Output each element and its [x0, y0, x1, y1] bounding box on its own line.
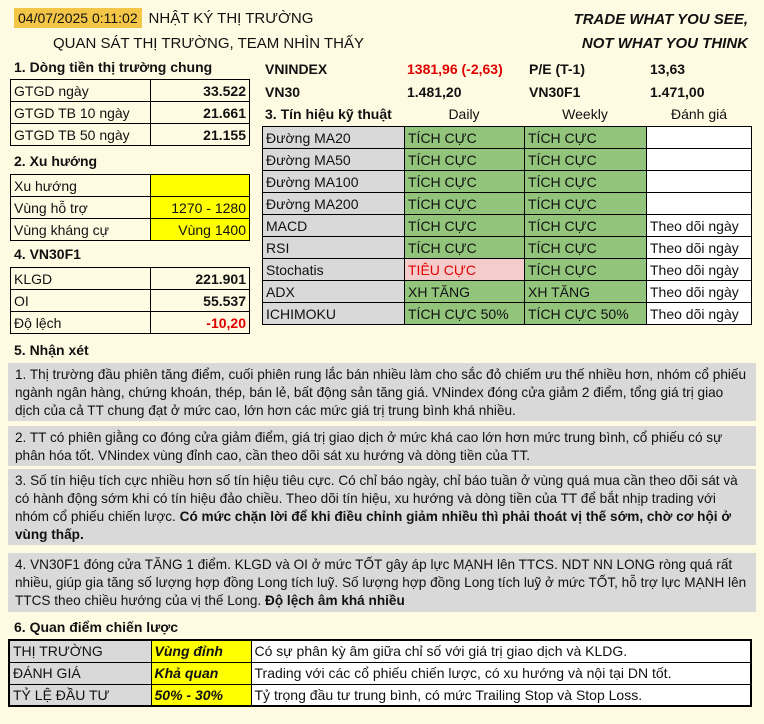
row-value: 21.661	[151, 102, 250, 124]
strategy-table	[8, 639, 752, 707]
cashflow-table	[10, 79, 250, 146]
strategy-desc: Tỷ trọng đầu tư trung bình, có mức Trailing Stop và Stop Loss.	[251, 684, 751, 706]
evaluation: Theo dõi ngày	[647, 237, 752, 259]
weekly-signal: TÍCH CỰC	[525, 127, 647, 149]
table-row	[263, 303, 752, 325]
row-label: Vùng kháng cự	[11, 219, 151, 241]
table-row	[9, 662, 751, 684]
pe-label: P/E (T-1)	[529, 61, 586, 77]
indicator-name: Đường MA50	[263, 149, 405, 171]
vnindex-value: 1381,96 (-2,63)	[407, 61, 503, 77]
daily-signal: TÍCH CỰC	[405, 193, 525, 215]
row-label: OI	[11, 290, 151, 312]
section6-title: 6. Quan điểm chiến lược	[14, 619, 179, 635]
strategy-desc: Có sự phân kỳ âm giữa chỉ số với giá trị giao dịch và KLDG.	[251, 640, 751, 662]
strategy-label: ĐÁNH GIÁ	[9, 662, 151, 684]
support-zone: 1270 - 1280	[151, 197, 250, 219]
strategy-desc: Trading với các cổ phiếu chiến lược, có xu hướng và nội tại DN tốt.	[251, 662, 751, 684]
row-label: Vùng hỗ trợ	[11, 197, 151, 219]
row-value: 221.901	[151, 268, 250, 290]
daily-signal: TÍCH CỰC 50%	[405, 303, 525, 325]
indicator-name: Stochatis	[263, 259, 405, 281]
vn30-label: VN30	[265, 84, 301, 100]
table-row	[11, 268, 250, 290]
row-value: 33.522	[151, 80, 250, 102]
strategy-label: THỊ TRƯỜNG	[9, 640, 151, 662]
comment-3-emphasis: Có mức chặn lời để khi điều chỉnh giảm nhiều thì phải thoát vị thế sớm, chờ cơ hội ở vùng thấp.	[15, 509, 732, 542]
deviation-value: -10,20	[151, 312, 250, 334]
table-row	[9, 684, 751, 706]
report-subtitle: QUAN SÁT THỊ TRƯỜNG, TEAM NHÌN THẤY	[53, 35, 364, 52]
strategy-value: 50% - 30%	[151, 684, 251, 706]
section1-title: 1. Dòng tiền thị trường chung	[14, 59, 213, 75]
trend-table	[10, 174, 250, 241]
evaluation	[647, 171, 752, 193]
slogan-line-1: TRADE WHAT YOU SEE,	[573, 11, 748, 28]
table-row	[11, 124, 250, 146]
comment-3	[8, 469, 756, 545]
weekly-signal: TÍCH CỰC	[525, 237, 647, 259]
weekly-signal: XH TĂNG	[525, 281, 647, 303]
table-row	[263, 259, 752, 281]
daily-signal: TÍCH CỰC	[405, 215, 525, 237]
header	[14, 10, 313, 27]
indicator-name: Đường MA200	[263, 193, 405, 215]
col-weekly: Weekly	[562, 106, 608, 122]
table-row	[11, 80, 250, 102]
row-label: Xu hướng	[11, 175, 151, 197]
daily-signal: TÍCH CỰC	[405, 171, 525, 193]
table-row	[263, 149, 752, 171]
evaluation: Theo dõi ngày	[647, 303, 752, 325]
table-row	[263, 215, 752, 237]
table-row	[11, 312, 250, 334]
vn30-value: 1.481,20	[407, 84, 462, 100]
daily-signal: XH TĂNG	[405, 281, 525, 303]
col-evaluation: Đánh giá	[670, 106, 728, 122]
table-row	[11, 290, 250, 312]
row-label: Độ lệch	[11, 312, 151, 334]
evaluation: Theo dõi ngày	[647, 215, 752, 237]
row-value: 55.537	[151, 290, 250, 312]
weekly-signal: TÍCH CỰC	[525, 259, 647, 281]
strategy-label: TỶ LỆ ĐẦU TƯ	[9, 684, 151, 706]
indicator-name: Đường MA100	[263, 171, 405, 193]
table-row	[11, 102, 250, 124]
comment-4-emphasis: Độ lệch âm khá nhiều	[265, 593, 405, 608]
indicator-name: ADX	[263, 281, 405, 303]
evaluation: Theo dõi ngày	[647, 259, 752, 281]
evaluation	[647, 127, 752, 149]
vn30f1-value: 1.471,00	[650, 84, 705, 100]
section2-title: 2. Xu hướng	[14, 153, 98, 169]
signals-table	[262, 126, 752, 325]
slogan-line-2: NOT WHAT YOU THINK	[581, 35, 748, 52]
row-label: GTGD TB 10 ngày	[11, 102, 151, 124]
strategy-value: Khả quan	[151, 662, 251, 684]
weekly-signal: TÍCH CỰC	[525, 215, 647, 237]
comment-1: 1. Thị trường đầu phiên tăng điểm, cuối phiên rung lắc bán nhiều làm cho sắc đỏ chiếm ưu thế nhiều hơn, nhóm cổ phiếu ngành ngân hàng, chứng khoán, thép, bán lẻ, bất động sản tăng giá. VNindex đóng cửa giảm 2 điểm, tổng giá trị giao dịch của cả TT chung đạt ở mức cao, lớn hơn các mức giá trị trung bình khá nhiều.	[8, 363, 756, 421]
table-row	[263, 127, 752, 149]
table-row	[263, 193, 752, 215]
comment-2: 2. TT có phiên giằng co đóng cửa giảm điểm, giá trị giao dịch ở mức khá cao lớn hơn mức trung bình, cổ phiếu có sự phân hóa tốt. VNindex vùng đỉnh cao, cần theo dõi sát xu hướng và dòng tiền của TT.	[8, 426, 756, 466]
row-label: GTGD ngày	[11, 80, 151, 102]
report-title: NHẬT KÝ THỊ TRƯỜNG	[148, 10, 314, 27]
weekly-signal: TÍCH CỰC 50%	[525, 303, 647, 325]
row-value: 21.155	[151, 124, 250, 146]
indicator-name: MACD	[263, 215, 405, 237]
daily-signal: TÍCH CỰC	[405, 149, 525, 171]
indicator-name: RSI	[263, 237, 405, 259]
indicator-name: ICHIMOKU	[263, 303, 405, 325]
daily-signal: TIÊU CỰC	[405, 259, 525, 281]
resistance-zone: Vùng 1400	[151, 219, 250, 241]
table-row	[263, 237, 752, 259]
vn30f1-table	[10, 267, 250, 334]
section5-title: 5. Nhận xét	[14, 342, 89, 358]
evaluation: Theo dõi ngày	[647, 281, 752, 303]
daily-signal: TÍCH CỰC	[405, 237, 525, 259]
row-value	[151, 175, 250, 197]
pe-value: 13,63	[650, 61, 686, 77]
section3-title: 3. Tín hiệu kỹ thuật	[265, 106, 392, 122]
table-row	[263, 171, 752, 193]
comment-4-text: 4. VN30F1 đóng cửa TĂNG 1 điểm. KLGD và OI ở mức TỐT gây áp lực MẠNH lên TTCS. NDT NN LONG ròng quá rất nhiều, giúp gia tăng số lượng hợp đồng Long tích luỹ. Số lượng hợp đồng Long tích luỹ ở mức TỐT, hỗ trợ lực MẠNH lên TTCS theo chiều hướng của vị thế Long.	[15, 557, 747, 608]
weekly-signal: TÍCH CỰC	[525, 193, 647, 215]
weekly-signal: TÍCH CỰC	[525, 149, 647, 171]
vnindex-label: VNINDEX	[265, 61, 328, 77]
row-label: GTGD TB 50 ngày	[11, 124, 151, 146]
table-row	[11, 219, 250, 241]
table-row	[11, 197, 250, 219]
section4-title: 4. VN30F1	[14, 246, 81, 262]
indicator-name: Đường MA20	[263, 127, 405, 149]
row-label: KLGD	[11, 268, 151, 290]
weekly-signal: TÍCH CỰC	[525, 171, 647, 193]
vn30f1-label: VN30F1	[529, 84, 581, 100]
evaluation	[647, 149, 752, 171]
comment-3-text: 3. Số tín hiệu tích cực nhiều hơn số tín hiệu tiêu cực. Có chỉ báo ngày, chỉ báo tuần ở vùng quá mua cần theo dõi sát và có hành động sớm khi có tín hiệu đảo chiều. Theo dõi tín hiệu, xu hướng và dòng tiền của TT để bắt nhịp trading với nhóm cổ phiếu chiến lược.	[15, 473, 738, 524]
comment-4	[8, 553, 756, 612]
table-row	[11, 175, 250, 197]
daily-signal: TÍCH CỰC	[405, 127, 525, 149]
evaluation	[647, 193, 752, 215]
report-datetime: 04/07/2025 0:11:02	[14, 8, 142, 28]
table-row	[263, 281, 752, 303]
col-daily: Daily	[448, 106, 480, 122]
strategy-value: Vùng đỉnh	[151, 640, 251, 662]
table-row	[9, 640, 751, 662]
